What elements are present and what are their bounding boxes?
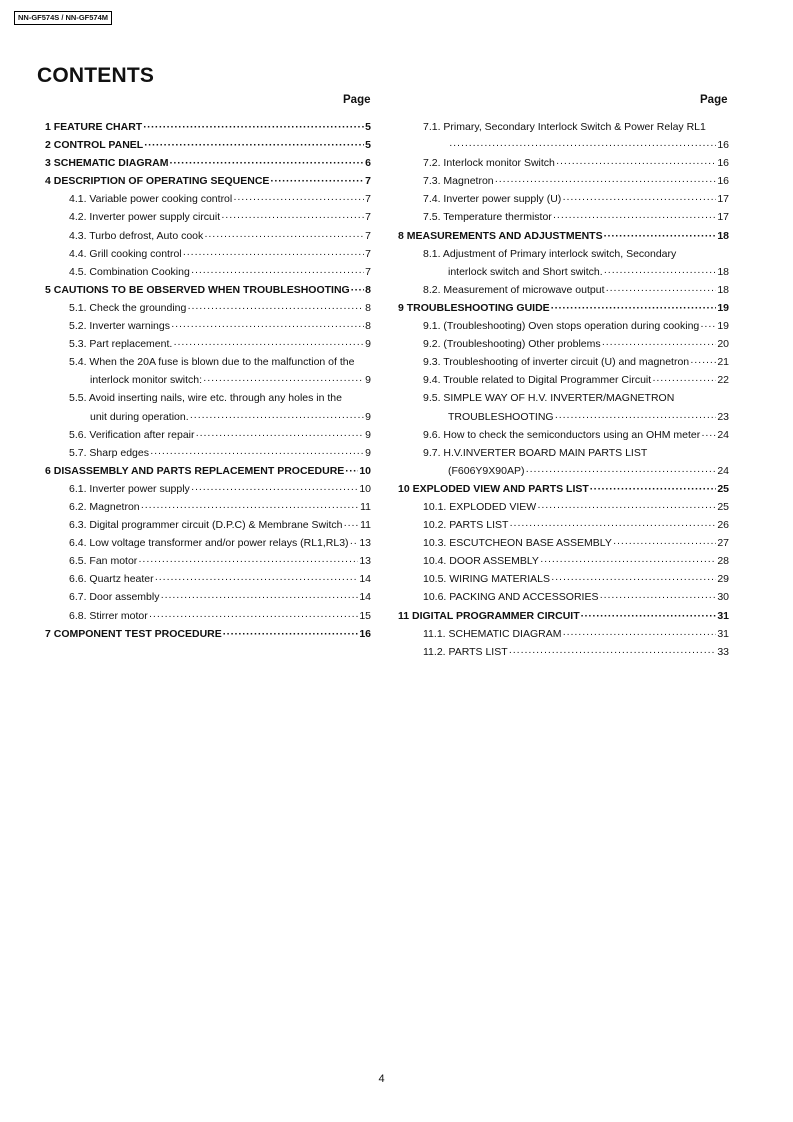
toc-entry[interactable] [398,643,729,661]
toc-entry-title: 7.5. Temperature thermistor [423,211,552,224]
toc-entry-page: 19 [717,301,729,314]
toc-entry-title: 8.1. Adjustment of Primary interlock switch, Secondary [423,247,677,260]
toc-entry[interactable] [45,281,371,299]
toc-entry[interactable] [45,588,371,606]
toc-entry-title: 9.2. (Troubleshooting) Other problems [423,338,601,351]
toc-entry-title: 6.5. Fan motor [69,555,138,568]
dot-leader [221,208,364,226]
toc-entry-page: 22 [717,374,729,387]
toc-entry-page: 23 [717,410,729,423]
toc-entry[interactable] [398,281,729,299]
dot-leader [223,625,359,643]
dot-leader [701,426,716,444]
dot-leader [343,516,359,534]
toc-entry-title: (F606Y9X90AP) [448,464,525,477]
toc-entry-page: 31 [717,609,729,622]
toc-entry-title: 9.7. H.V.INVERTER BOARD MAIN PARTS LIST [423,446,648,459]
dot-leader [204,227,364,245]
toc-entry[interactable] [398,154,729,172]
toc-entry-title: 7.4. Inverter power supply (U) [423,193,562,206]
toc-entry-title: 9.5. SIMPLE WAY OF H.V. INVERTER/MAGNETRON [423,392,675,405]
toc-entry[interactable] [398,263,729,281]
toc-entry-title: 10.3. ESCUTCHEON BASE ASSEMBLY [423,537,612,550]
toc-entry[interactable] [45,317,371,335]
toc-entry[interactable] [45,118,371,136]
dot-leader [141,498,359,516]
toc-entry[interactable] [45,426,371,444]
toc-entry-page: 24 [717,464,729,477]
toc-entry[interactable] [398,462,729,480]
toc-entry[interactable] [398,245,729,263]
toc-entry-title: 6.8. Stirrer motor [69,609,148,622]
toc-entry-page: 15 [359,609,371,622]
dot-leader [581,607,717,625]
toc-entry-page: 16 [717,157,729,170]
toc-entry-page: 7 [365,211,371,224]
toc-entry[interactable] [398,389,729,407]
toc-entry-page: 14 [359,573,371,586]
toc-left-column [45,118,371,643]
toc-entry-page: 11 [360,500,371,513]
dot-leader [270,172,364,190]
toc-entry-title: 4.5. Combination Cooking [69,265,190,278]
toc-entry[interactable] [45,570,371,588]
dot-leader [351,281,364,299]
toc-entry[interactable] [398,426,729,444]
toc-entry-title: 6.2. Magnetron [69,500,140,513]
toc-entry[interactable] [398,299,729,317]
toc-entry[interactable] [45,498,371,516]
dot-leader [169,154,364,172]
model-header: NN-GF574S / NN-GF574M [14,11,112,25]
dot-leader [144,136,364,154]
toc-entry[interactable] [45,154,371,172]
toc-entry-page: 27 [717,537,729,550]
toc-entry-page: 13 [359,537,371,550]
toc-entry[interactable] [45,552,371,570]
toc-entry[interactable] [45,444,371,462]
dot-leader [138,552,358,570]
toc-entry-title: 10.4. DOOR ASSEMBLY [423,555,539,568]
toc-entry-title: 7.1. Primary, Secondary Interlock Switch & Power Relay RL1 [423,121,706,133]
toc-entry[interactable] [398,118,729,136]
dot-leader [555,408,717,426]
toc-entry[interactable] [398,190,729,208]
dot-leader [540,552,716,570]
toc-entry-title: interlock monitor switch: [90,374,203,387]
dot-leader [160,588,358,606]
toc-entry-page: 8 [365,320,371,333]
toc-entry-title: 5.1. Check the grounding [69,301,187,314]
toc-entry[interactable] [45,353,371,371]
toc-entry-title: 8 MEASUREMENTS AND ADJUSTMENTS [398,229,603,242]
dot-leader [551,299,717,317]
dot-leader [602,335,717,353]
toc-entry[interactable] [398,516,729,534]
toc-entry-page: 18 [717,229,729,242]
page-column-label-right: Page [700,94,728,106]
toc-entry[interactable] [398,480,729,498]
toc-entry-title: 4 DESCRIPTION OF OPERATING SEQUENCE [45,175,270,188]
toc-entry-page: 8 [365,301,371,314]
dot-leader [562,190,716,208]
toc-entry[interactable] [45,136,371,154]
toc-entry[interactable] [45,263,371,281]
toc-entry[interactable] [398,317,729,335]
dot-leader [191,480,359,498]
toc-entry[interactable] [45,335,371,353]
toc-entry-title: 11.1. SCHEMATIC DIAGRAM [423,627,562,640]
toc-entry-page: 29 [717,573,729,586]
toc-entry[interactable] [398,444,729,462]
toc-entry-page: 28 [717,555,729,568]
toc-entry-page: 7 [365,265,371,278]
dot-leader [590,480,717,498]
toc-entry-page: 14 [359,591,371,604]
toc-entry[interactable] [398,588,729,606]
toc-entry-title: 8.2. Measurement of microwave output [423,283,605,296]
toc-entry-page: 19 [717,320,729,333]
toc-entry[interactable] [45,208,371,226]
toc-entry-title: 7 COMPONENT TEST PROCEDURE [45,627,222,640]
toc-entry-page: 20 [717,338,729,351]
toc-entry[interactable] [45,534,371,552]
dot-leader [509,643,717,661]
toc-entry-title: 7.2. Interlock monitor Switch [423,157,555,170]
toc-entry-title: 10 EXPLODED VIEW AND PARTS LIST [398,482,589,495]
toc-entry[interactable] [45,462,371,480]
dot-leader [613,534,716,552]
dot-leader [350,534,359,552]
toc-entry-page: 5 [365,121,371,133]
toc-entry-title: 11.2. PARTS LIST [423,645,508,658]
dot-leader [195,426,364,444]
page-title: CONTENTS [37,64,155,87]
dot-leader [449,136,716,154]
toc-entry-page: 17 [717,211,729,224]
toc-entry[interactable] [398,498,729,516]
toc-entry-page: 25 [717,482,729,495]
toc-entry-page: 26 [717,519,729,532]
page-column-label-left: Page [343,94,371,106]
toc-entry-page: 17 [717,193,729,206]
toc-entry-page: 5 [365,139,371,152]
toc-entry[interactable] [398,353,729,371]
toc-entry-title: 6.4. Low voltage transformer and/or power relays (RL1,RL3) [69,537,349,550]
toc-entry-page: 6 [365,157,371,170]
toc-entry[interactable] [45,516,371,534]
toc-entry-title: 10.6. PACKING AND ACCESSORIES [423,591,599,604]
toc-entry-title: 4.3. Turbo defrost, Auto cook [69,229,204,242]
toc-entry-page: 31 [717,627,729,640]
dot-leader [525,462,716,480]
toc-entry-title: 6.3. Digital programmer circuit (D.P.C) & Membrane Switch [69,519,343,532]
toc-entry-page: 7 [365,175,371,188]
toc-entry[interactable] [45,190,371,208]
dot-leader [604,263,717,281]
dot-leader [183,245,365,263]
toc-entry[interactable] [398,570,729,588]
toc-entry-page: 9 [365,338,371,351]
toc-entry-title: 2 CONTROL PANEL [45,139,144,152]
toc-entry[interactable] [398,208,729,226]
dot-leader [173,335,364,353]
toc-entry[interactable] [398,136,729,154]
dot-leader [652,371,716,389]
toc-entry-title: 9.3. Troubleshooting of inverter circuit (U) and magnetron [423,356,690,369]
toc-entry[interactable] [45,607,371,625]
toc-entry-title: 6 DISASSEMBLY AND PARTS REPLACEMENT PROCEDURE [45,464,345,477]
toc-entry[interactable] [45,480,371,498]
dot-leader [604,227,717,245]
toc-entry-page: 7 [365,193,371,206]
toc-entry-title: 4.1. Variable power cooking control [69,193,233,206]
toc-entry-title: 5.7. Sharp edges [69,446,149,459]
toc-entry-page: 7 [365,229,371,242]
toc-entry-title: unit during operation. [90,410,189,423]
toc-entry-title: 1 FEATURE CHART [45,121,143,133]
toc-entry-page: 33 [717,645,729,658]
dot-leader [191,263,364,281]
toc-entry-title: 5.4. When the 20A fuse is blown due to the malfunction of the [69,356,355,369]
toc-entry-title: 5.5. Avoid inserting nails, wire etc. through any holes in the [69,392,342,405]
toc-entry-page: 7 [365,247,371,260]
toc-right-column [398,118,729,661]
toc-entry-page: 10 [359,464,371,477]
dot-leader [345,462,358,480]
toc-entry-title: 5.2. Inverter warnings [69,320,170,333]
dot-leader [190,408,365,426]
toc-entry[interactable] [45,408,371,426]
toc-entry-page: 24 [717,428,729,441]
toc-entry[interactable] [45,625,371,643]
toc-entry-page: 9 [365,410,371,423]
toc-entry-title: 5 CAUTIONS TO BE OBSERVED WHEN TROUBLESHOOTING [45,283,350,296]
toc-entry-title: 10.5. WIRING MATERIALS [423,573,550,586]
dot-leader [149,607,359,625]
dot-leader [562,625,716,643]
toc-entry-title: 9 TROUBLESHOOTING GUIDE [398,301,550,314]
dot-leader [155,570,359,588]
dot-leader [551,570,716,588]
toc-entry-title: 10.2. PARTS LIST [423,519,509,532]
dot-leader [150,444,364,462]
toc-entry-page: 8 [365,283,371,296]
toc-entry-page: 25 [717,500,729,513]
toc-entry[interactable] [45,389,371,407]
toc-entry-title: 4.2. Inverter power supply circuit [69,211,221,224]
toc-entry-title: 6.1. Inverter power supply [69,482,190,495]
dot-leader [606,281,717,299]
toc-entry-title: 4.4. Grill cooking control [69,247,182,260]
toc-entry-title: 9.1. (Troubleshooting) Oven stops operation during cooking [423,320,700,333]
toc-entry[interactable] [398,172,729,190]
dot-leader [553,208,717,226]
dot-leader [599,588,716,606]
toc-entry-title: 11 DIGITAL PROGRAMMER CIRCUIT [398,609,580,622]
toc-entry-title: 6.6. Quartz heater [69,573,154,586]
toc-entry-page: 16 [717,175,729,188]
dot-leader [233,190,364,208]
toc-entry-title: 10.1. EXPLODED VIEW [423,500,537,513]
toc-entry[interactable] [45,371,371,389]
toc-entry-title: 5.3. Part replacement. [69,338,173,351]
dot-leader [187,299,364,317]
toc-entry-page: 11 [360,519,371,532]
toc-entry-page: 16 [359,627,371,640]
toc-entry[interactable] [45,172,371,190]
dot-leader [203,371,364,389]
toc-entry[interactable] [45,227,371,245]
dot-leader [171,317,364,335]
toc-entry[interactable] [398,371,729,389]
toc-entry-page: 9 [365,446,371,459]
toc-entry[interactable] [45,299,371,317]
dot-leader [700,317,716,335]
toc-entry-page: 21 [717,356,729,369]
toc-entry[interactable] [398,607,729,625]
toc-entry[interactable] [398,625,729,643]
toc-entry[interactable] [398,335,729,353]
toc-entry-page: 18 [717,283,729,296]
dot-leader [537,498,716,516]
dot-leader [690,353,716,371]
toc-entry-title: 5.6. Verification after repair [69,428,195,441]
toc-entry-page: 16 [717,139,729,152]
toc-entry-title: 7.3. Magnetron [423,175,494,188]
toc-entry-page: 10 [359,482,371,495]
dot-leader [509,516,716,534]
page-number: 4 [378,1073,385,1085]
dot-leader [143,118,364,136]
toc-entry-title: 9.4. Trouble related to Digital Programmer Circuit [423,374,652,387]
toc-entry-title: 3 SCHEMATIC DIAGRAM [45,157,169,170]
toc-entry-title: 9.6. How to check the semiconductors using an OHM meter [423,428,701,441]
toc-entry-title: 6.7. Door assembly [69,591,160,604]
toc-entry[interactable] [398,552,729,570]
toc-entry[interactable] [398,534,729,552]
toc-entry-page: 13 [359,555,371,568]
toc-entry-page: 9 [365,374,371,387]
toc-entry-title: TROUBLESHOOTING [448,410,554,423]
toc-entry[interactable] [398,227,729,245]
dot-leader [495,172,717,190]
dot-leader [556,154,716,172]
toc-entry-page: 30 [717,591,729,604]
toc-entry-page: 18 [717,265,729,278]
toc-entry[interactable] [398,408,729,426]
toc-entry-page: 9 [365,428,371,441]
toc-entry-title: interlock switch and Short switch. [448,265,603,278]
toc-entry[interactable] [45,245,371,263]
